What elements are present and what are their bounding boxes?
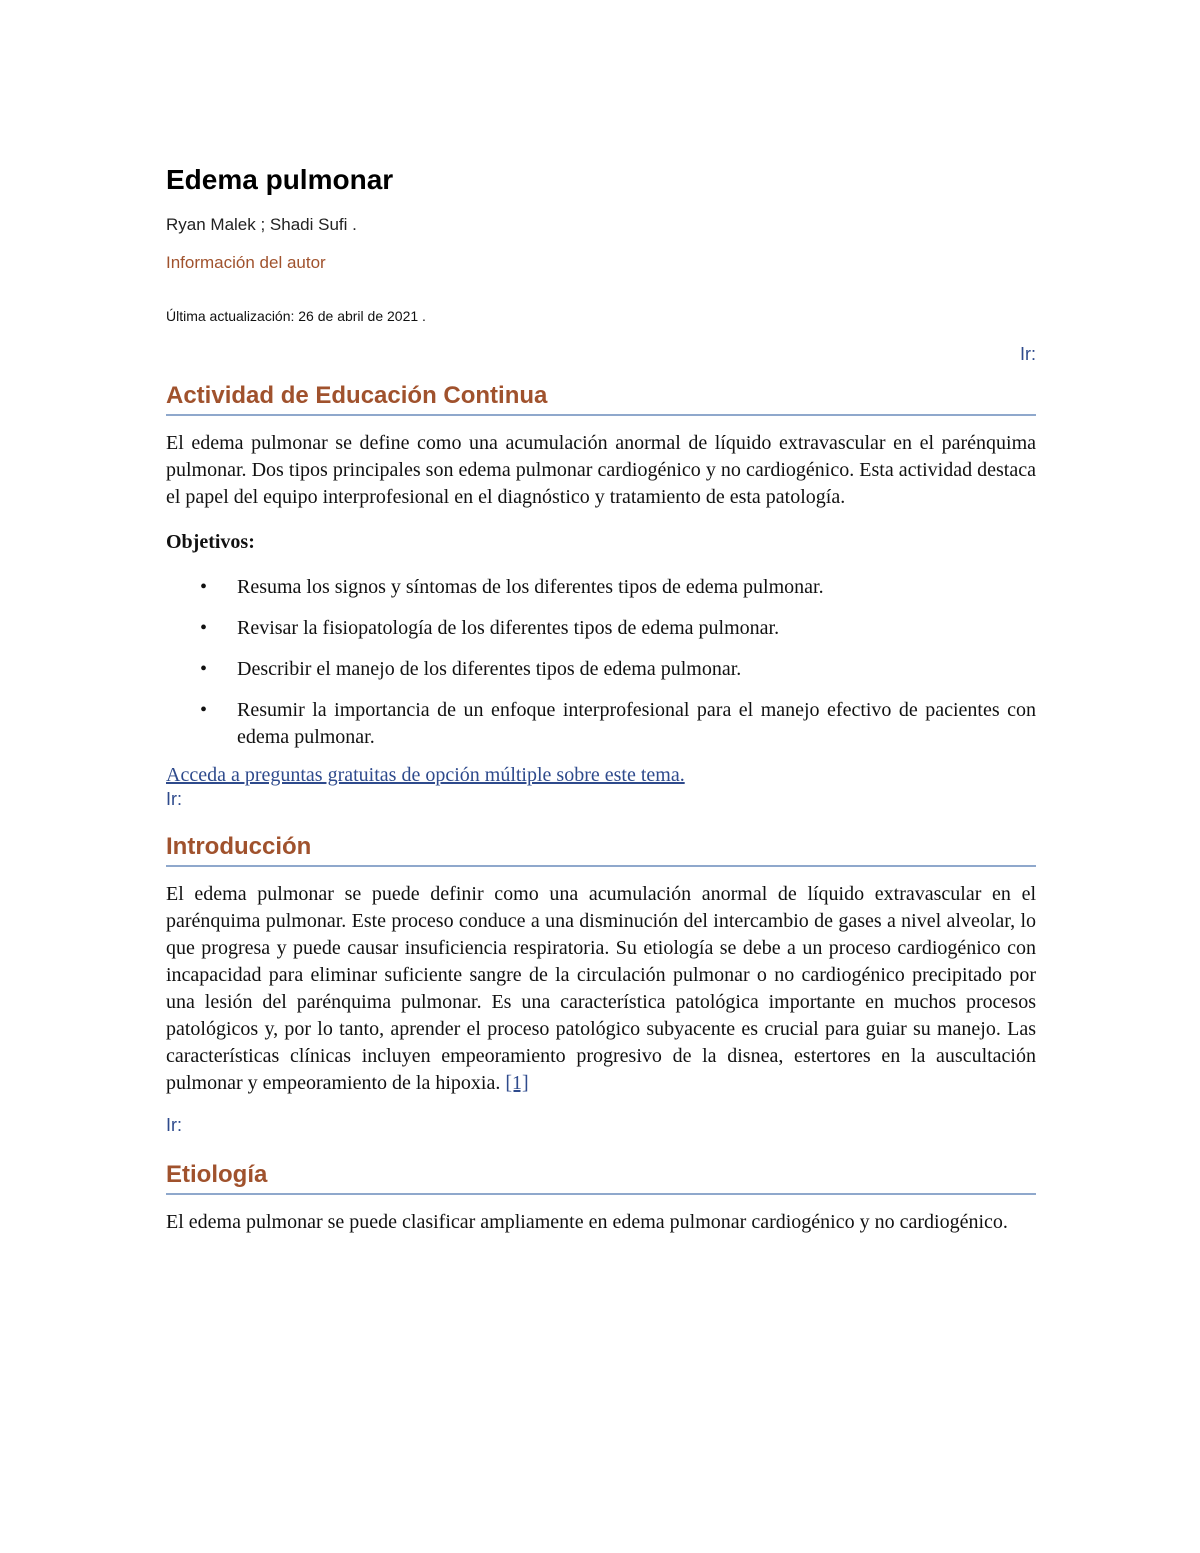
document-page: [166, 160, 1036, 1236]
last-updated-date: Última actualización: 26 de abril de 2021 .: [166, 308, 426, 324]
author-info-link[interactable]: Información del autor: [166, 253, 326, 272]
objectives-list: [166, 574, 1036, 751]
goto-navigation-2[interactable]: Ir:: [166, 789, 182, 809]
continuing-education-paragraph: El edema pulmonar se define como una acumulación anormal de líquido extravascular en el parénquima pulmonar. Dos tipos principales son edema pulmonar cardiogénico y no cardiogénico. Esta actividad destaca el papel del equipo interprofesional en el diagnóstico y tratamiento de esta patología.: [166, 432, 1036, 508]
objective-text: Resuma los signos y síntomas de los diferentes tipos de edema pulmonar.: [237, 576, 824, 598]
bullet-icon: •: [200, 658, 208, 680]
mcq-questions-link[interactable]: Acceda a preguntas gratuitas de opción múltiple sobre este tema.: [166, 764, 685, 786]
objectives-label: Objetivos:: [166, 531, 255, 553]
objective-text: Revisar la fisiopatología de los diferentes tipos de edema pulmonar.: [237, 617, 780, 639]
author-list: Ryan Malek ; Shadi Sufi .: [166, 215, 357, 234]
objective-item: [166, 697, 1036, 751]
mcq-link-container: [166, 763, 1036, 787]
reference-link[interactable]: [1]: [505, 1072, 529, 1094]
goto-navigation-1[interactable]: Ir:: [1020, 344, 1036, 364]
section-heading-continuing-education: Actividad de Educación Continua: [166, 380, 1036, 416]
objective-item: [166, 615, 1036, 642]
goto-navigation-3[interactable]: Ir:: [166, 1115, 182, 1135]
objective-item: [166, 656, 1036, 683]
introduction-text: El edema pulmonar se puede definir como una acumulación anormal de líquido extravascular en el parénquima pulmonar. Este proceso conduce a una disminución del intercambio de gases a nivel alveolar, lo que progresa y puede causar insuficiencia respiratoria. Su etiología se debe a un proceso cardiogénico con incapacidad para eliminar suficiente sangre de la circulación pulmonar o no cardiogénico precipitado por una lesión del parénquima pulmonar. Es una característica patológica importante en muchos procesos patológicos y, por lo tanto, aprender el proceso patológico subyacente es crucial para guiar su manejo. Las características clínicas incluyen empeoramiento progresivo de la disnea, estertores en la auscultación pulmonar y empeoramiento de la hipoxia.: [166, 883, 1036, 1094]
document-title: Edema pulmonar: [166, 164, 394, 195]
etiology-paragraph: El edema pulmonar se puede clasificar ampliamente en edema pulmonar cardiogénico y no cardiogénico.: [166, 1211, 1008, 1233]
introduction-paragraph: [166, 881, 1036, 1097]
bullet-icon: •: [200, 617, 208, 639]
bullet-icon: •: [200, 576, 208, 598]
bullet-icon: •: [200, 699, 208, 721]
objective-text: Describir el manejo de los diferentes tipos de edema pulmonar.: [237, 658, 742, 680]
section-heading-introduction: Introducción: [166, 831, 1036, 867]
objective-item: [166, 574, 1036, 601]
section-heading-etiology: Etiología: [166, 1159, 1036, 1195]
objective-text: Resumir la importancia de un enfoque interprofesional para el manejo efectivo de pacientes con edema pulmonar.: [237, 699, 1036, 748]
